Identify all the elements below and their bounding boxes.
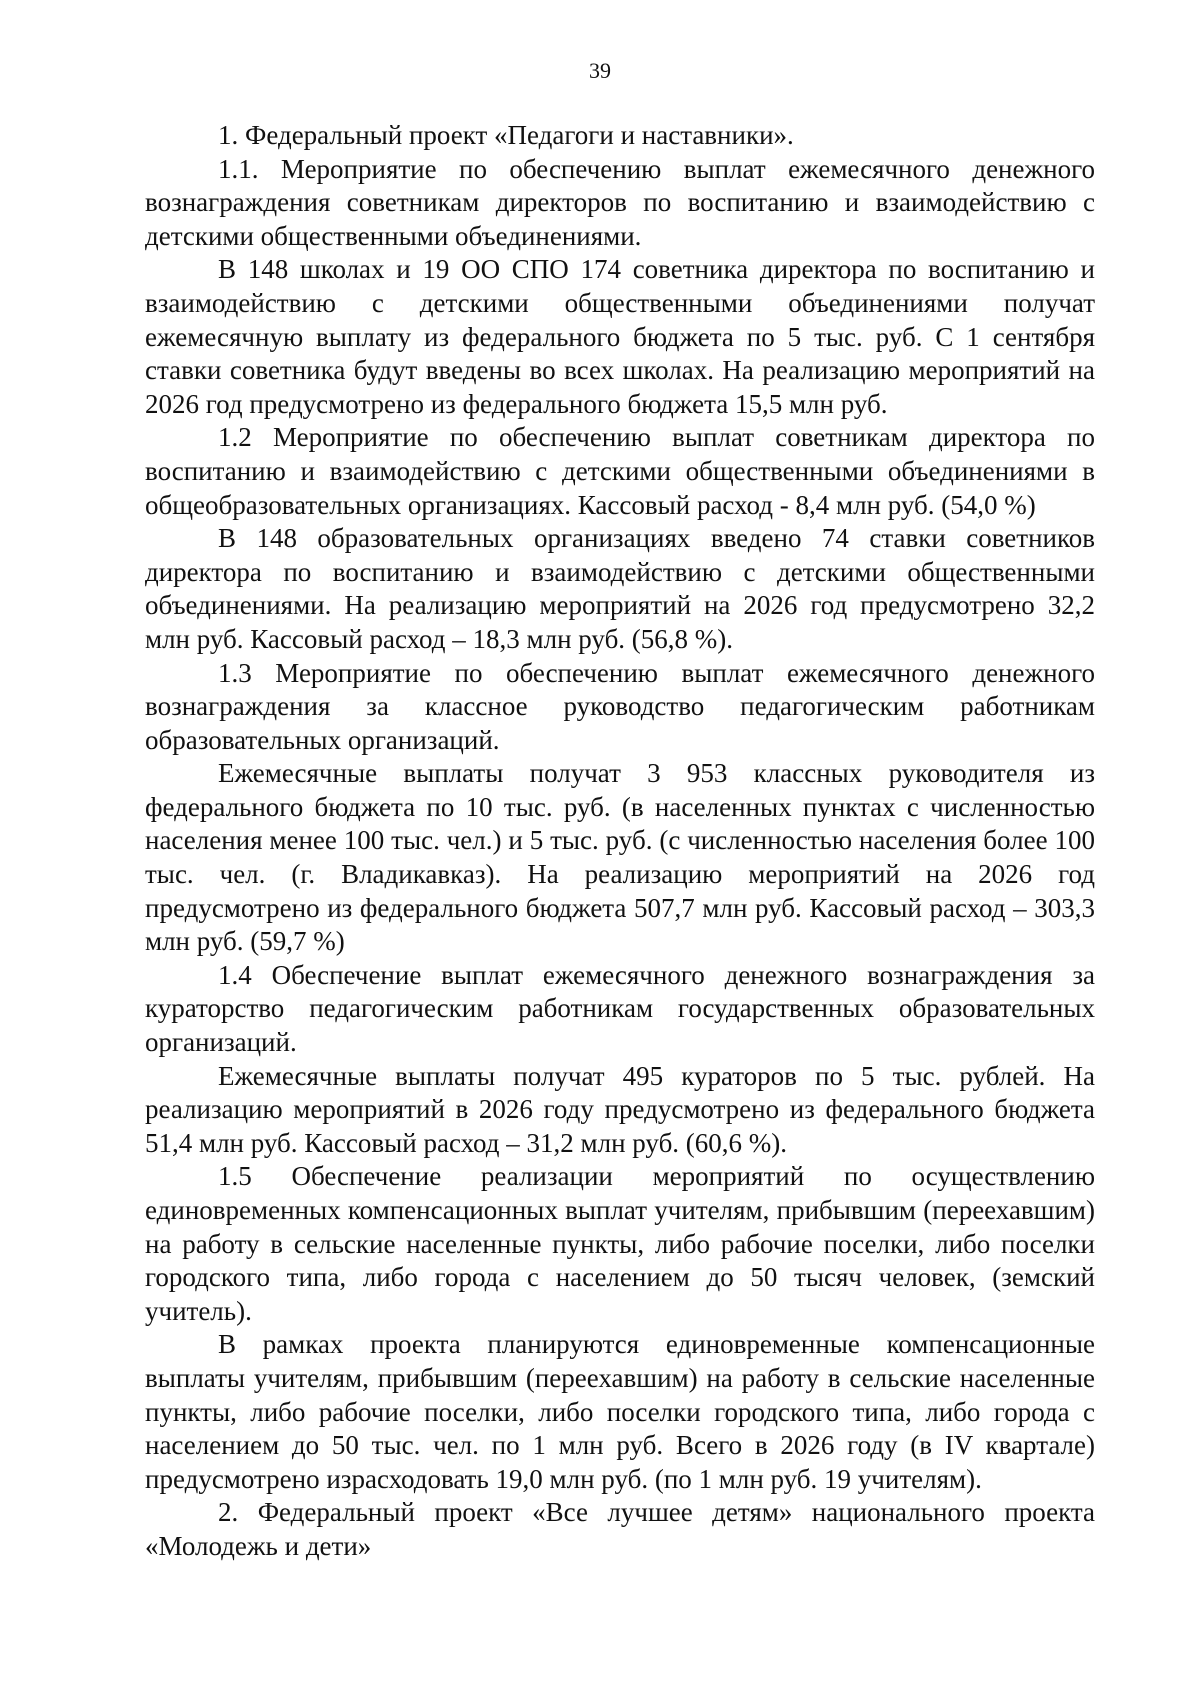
heading-federal-project-1: 1. Федеральный проект «Педагоги и наставники». (218, 120, 794, 150)
paragraph-1-5: 1.5 Обеспечение реализации мероприятий по осуществлению единовременных компенсационных выплат учителям, прибывшим (переехавшим) на работу в сельские населенные пункты, либо рабочие поселки, либо поселки городского типа, либо города с населением до 50 тысяч человек, (земский учитель). (145, 1161, 1095, 1326)
paragraph-1-4: 1.4 Обеспечение выплат ежемесячного денежного вознаграждения за кураторство педагогическим работникам государственных образовательных организаций. (145, 959, 1095, 1058)
page-number: 39 (589, 58, 611, 83)
paragraph-1-5-details: В рамках проекта планируются единовременные компенсационные выплаты учителям, прибывшим (переехавшим) на работу в сельские населенные пункты, либо рабочие поселки, либо поселки городского типа, либо города с населением до 50 тыс. чел. по 1 млн руб. Всего в 2026 году (в IV квартале) предусмотрено израсходовать 19,0 млн руб. (по 1 млн руб. 19 учителям). (145, 1329, 1095, 1494)
heading-federal-project-2: 2. Федеральный проект «Все лучшее детям» национального проекта «Молодежь и дети» (145, 1497, 1095, 1561)
page-body (145, 119, 1095, 1564)
paragraph-1-3: 1.3 Мероприятие по обеспечению выплат ежемесячного денежного вознаграждения за классное руководство педагогическим работникам образовательных организаций. (145, 657, 1095, 755)
paragraph-1-1: 1.1. Мероприятие по обеспечению выплат ежемесячного денежного вознаграждения советникам директоров по воспитанию и взаимодействию с детскими общественными объединениями. (145, 153, 1095, 251)
paragraph-1-4-details: Ежемесячные выплаты получат 495 кураторов по 5 тыс. рублей. На реализацию мероприятий в 2026 году предусмотрено из федерального бюджета 51,4 млн руб. Кассовый расход – 31,2 млн руб. (60,6 %). (145, 1060, 1095, 1158)
paragraph-1-2-details: В 148 образовательных организациях введено 74 ставки советников директора по воспитанию и взаимодействию с детскими общественными объединениями. На реализацию мероприятий на 2026 год предусмотрено 32,2 млн руб. Кассовый расход – 18,3 млн руб. (56,8 %). (145, 523, 1095, 654)
paragraph-1-3-details: Ежемесячные выплаты получат 3 953 классных руководителя из федерального бюджета по 10 тыс. руб. (в населенных пунктах с численностью населения менее 100 тыс. чел.) и 5 тыс. руб. (с численностью населения более 100 тыс. чел. (г. Владикавказ). На реализацию мероприятий на 2026 год предусмотрено из федерального бюджета 507,7 млн руб. Кассовый расход – 303,3 млн руб. (59,7 %) (145, 758, 1095, 957)
paragraph-1-2: 1.2 Мероприятие по обеспечению выплат советникам директора по воспитанию и взаимодействию с детскими общественными объединениями в общеобразовательных организациях. Кассовый расход - 8,4 млн руб. (54,0 %) (145, 422, 1095, 520)
paragraph-1-1-details: В 148 школах и 19 ОО СПО 174 советника директора по воспитанию и взаимодействию с детскими общественными объединениями получат ежемесячную выплату из федерального бюджета по 5 тыс. руб. С 1 сентября ставки советника будут введены во всех школах. На реализацию мероприятий на 2026 год предусмотрено из федерального бюджета 15,5 млн руб. (145, 254, 1095, 419)
